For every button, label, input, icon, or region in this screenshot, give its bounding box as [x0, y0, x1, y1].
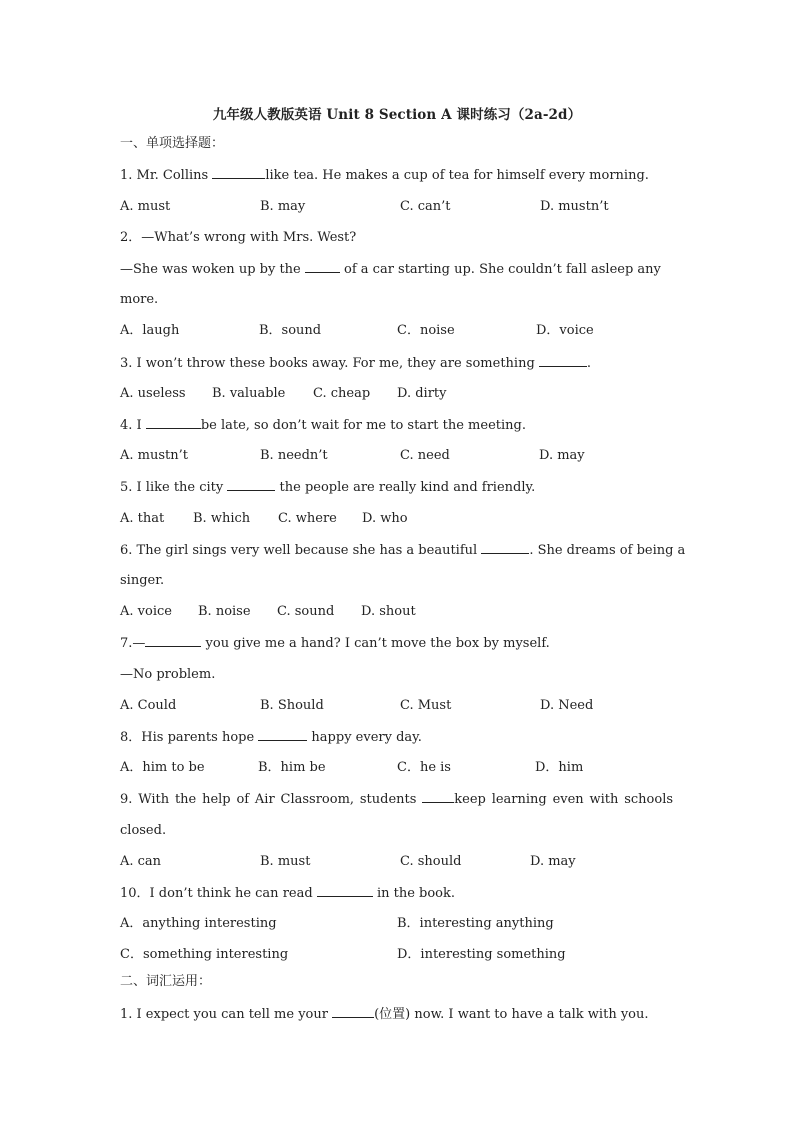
question-5	[120, 479, 535, 496]
option-d: D．interesting something	[397, 947, 566, 962]
option-b: B. may	[260, 199, 306, 214]
question-2-line-3: more.	[120, 292, 159, 307]
question-6-line-2: singer.	[120, 573, 165, 588]
answer-blank	[227, 479, 275, 491]
question-3-text-start: 3. I won’t throw these books away. For me, they are something	[120, 356, 539, 371]
option-d: D. Need	[540, 698, 594, 713]
option-b: B. noise	[198, 604, 251, 619]
question-2-text-end: of a car starting up. She couldn’t fall asleep any	[339, 262, 661, 277]
option-c: C. cheap	[313, 386, 371, 401]
option-d: D. may	[530, 854, 576, 869]
question-2-text-start: —She was woken up by the	[120, 262, 305, 277]
option-c: C. where	[278, 511, 337, 526]
option-a: A. can	[120, 854, 162, 869]
answer-blank	[481, 542, 529, 554]
option-b: B. must	[260, 854, 311, 869]
option-d: D. mustn’t	[540, 199, 609, 214]
question-10	[120, 885, 455, 902]
answer-blank	[422, 791, 454, 803]
option-a: A．him to be	[120, 760, 205, 775]
vocabulary-question-1-text-start: 1. I expect you can tell me your	[120, 1007, 333, 1022]
question-9-word: with	[589, 792, 619, 807]
question-9-word: With	[138, 792, 170, 807]
vocabulary-question-1-text-end: (位置) now. I want to have a talk with you.	[374, 1007, 649, 1022]
answer-blank	[146, 417, 201, 429]
question-9-word: even	[552, 792, 584, 807]
answer-blank	[317, 885, 373, 897]
question-2-line-1: 2．—What’s wrong with Mrs. West?	[120, 230, 357, 245]
option-c: C．something interesting	[120, 947, 289, 962]
question-9-word: schools	[624, 792, 674, 807]
option-d: D．voice	[536, 323, 594, 338]
question-9-word: Classroom,	[280, 792, 355, 807]
option-b: B. valuable	[212, 386, 286, 401]
option-c: C．he is	[397, 760, 451, 775]
option-c: C. can’t	[400, 199, 451, 214]
option-b: B．him be	[258, 760, 326, 775]
answer-blank	[305, 261, 340, 273]
option-a: A. that	[120, 511, 165, 526]
answer-blank	[212, 167, 265, 179]
question-3	[120, 355, 591, 372]
question-1-text-start: 1. Mr. Collins	[120, 168, 213, 183]
option-b: B. which	[193, 511, 251, 526]
question-9-line-2: closed.	[120, 823, 167, 838]
option-a: A. voice	[120, 604, 172, 619]
question-2-line-2	[120, 261, 661, 278]
option-d: D．him	[535, 760, 584, 775]
option-c: C. should	[400, 854, 462, 869]
question-9-word: the	[174, 792, 197, 807]
option-c: C. Must	[400, 698, 452, 713]
option-b: B．sound	[259, 323, 322, 338]
question-7-text-start: 7.—	[120, 636, 146, 651]
question-4	[120, 417, 526, 434]
question-5-text-start: 5. I like the city	[120, 480, 228, 495]
option-d: D. dirty	[397, 386, 447, 401]
page-title: 九年级人教版英语 Unit 8 Section A 课时练习（2a-2d）	[212, 107, 582, 123]
section-heading-multiple-choice: 一、单项选择题：	[120, 136, 225, 151]
question-5-text-end: the people are really kind and friendly.	[275, 480, 536, 495]
option-a: A. Could	[120, 698, 177, 713]
question-6-text-start: 6. The girl sings very well because she has a beautiful	[120, 543, 482, 558]
question-1-text-end: like tea. He makes a cup of tea for himself every morning.	[265, 168, 649, 183]
question-7	[120, 635, 550, 652]
option-b: B. needn’t	[260, 448, 328, 463]
option-a: A. mustn’t	[120, 448, 188, 463]
question-8-text-start: 8．His parents hope	[120, 730, 259, 745]
answer-blank	[539, 355, 587, 367]
option-c: C．noise	[397, 323, 455, 338]
option-a: A. must	[120, 199, 171, 214]
option-c: C. sound	[277, 604, 335, 619]
question-8-text-end: happy every day.	[307, 730, 422, 745]
question-9-word: of	[236, 792, 250, 807]
answer-blank	[332, 1006, 374, 1018]
option-b: B. Should	[260, 698, 324, 713]
option-a: A. useless	[120, 386, 186, 401]
question-9-word: learning	[491, 792, 547, 807]
question-7-line-2: —No problem.	[120, 667, 216, 682]
question-9-word: students	[359, 792, 417, 807]
option-b: B．interesting anything	[397, 916, 554, 931]
question-4-text-end: be late, so don’t wait for me to start the meeting.	[200, 418, 526, 433]
question-7-text-end: you give me a hand? I can’t move the box by myself.	[201, 636, 550, 651]
question-1	[120, 167, 649, 184]
question-9-word: help	[202, 792, 231, 807]
option-d: D. may	[539, 448, 585, 463]
question-9-word: keep	[454, 792, 486, 807]
question-3-text-end: .	[586, 356, 592, 371]
question-9-blank-word	[422, 792, 486, 807]
question-9-number: 9.	[120, 792, 133, 807]
option-d: D. shout	[361, 604, 416, 619]
section-heading-vocabulary: 二、词汇运用：	[120, 974, 212, 989]
option-a: A．anything interesting	[120, 916, 277, 931]
question-6	[120, 542, 685, 559]
question-4-text-start: 4. I	[120, 418, 146, 433]
question-10-text-end: in the book.	[372, 886, 456, 901]
answer-blank	[145, 635, 201, 647]
answer-blank	[258, 729, 307, 741]
option-c: C. need	[400, 448, 450, 463]
question-6-text-end: . She dreams of being a	[529, 543, 686, 558]
question-9-word: Air	[254, 792, 275, 807]
option-d: D. who	[362, 511, 408, 526]
option-a: A．laugh	[120, 323, 180, 338]
question-10-text-start: 10．I don’t think he can read	[120, 886, 317, 901]
vocabulary-question-1	[120, 1006, 649, 1023]
question-9	[120, 791, 673, 808]
question-8	[120, 729, 422, 746]
